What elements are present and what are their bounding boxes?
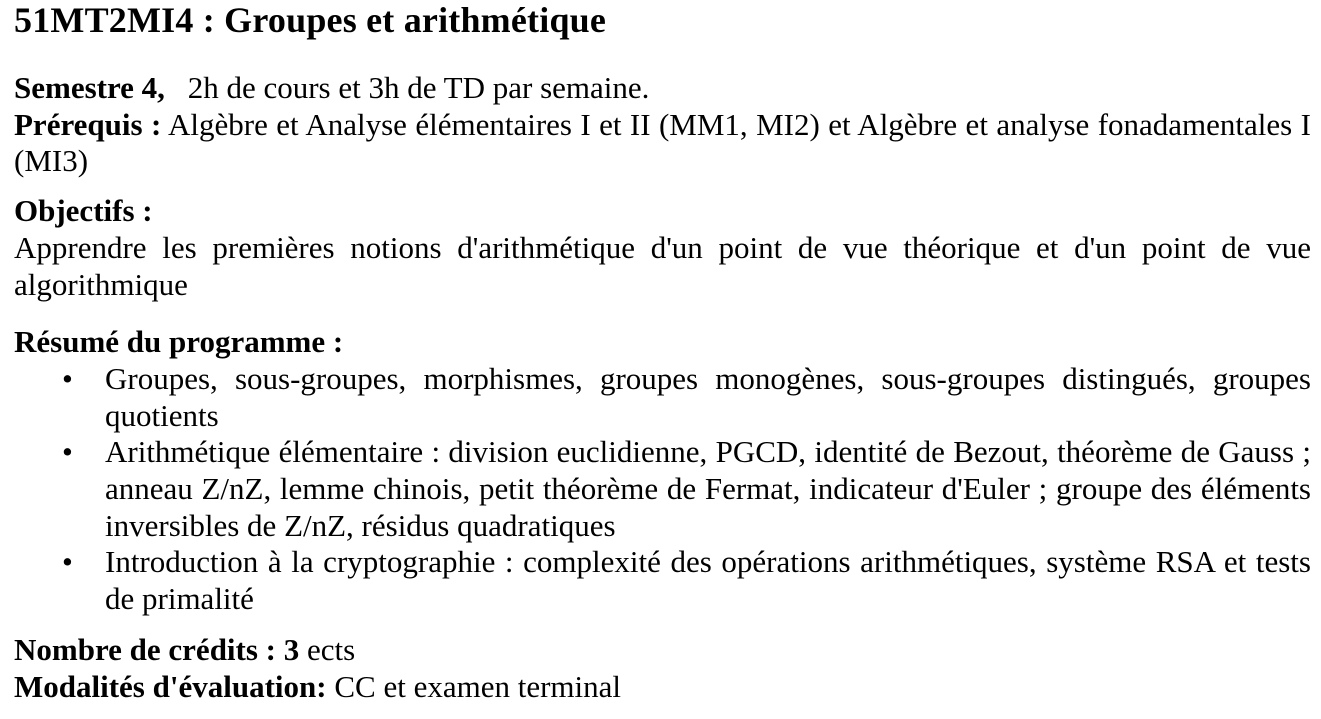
- credits-line: [14, 632, 1311, 669]
- list-item: [14, 544, 1311, 617]
- semester-label: Semestre 4,: [14, 70, 165, 105]
- semester-text: 2h de cours et 3h de TD par semaine.: [179, 70, 650, 105]
- list-item-text: Groupes, sous-groupes, morphismes, groupes monogènes, sous-groupes distingués, groupes quotients: [105, 360, 1311, 433]
- evaluation-line: [14, 669, 1311, 706]
- list-item: [14, 361, 1311, 434]
- objectives-section: [14, 193, 1311, 303]
- bullet-icon: •: [62, 360, 73, 396]
- list-item-text: Introduction à la cryptographie : complexité des opérations arithmétiques, système RSA et tests de primalité: [105, 544, 1311, 617]
- program-heading: Résumé du programme :: [14, 324, 344, 360]
- credits-label: Nombre de crédits : 3: [14, 631, 300, 667]
- prerequisites-paragraph: [14, 107, 1311, 180]
- list-item: [14, 434, 1311, 544]
- course-title: 51MT2MI4 : Groupes et arithmétique: [14, 0, 607, 40]
- credits-evaluation-section: [14, 632, 1311, 705]
- objectives-body: Apprendre les premières notions d'arithmétique d'un point de vue théorique et d'un point de vue algorithmique: [14, 229, 1311, 302]
- credits-text: ects: [299, 631, 356, 667]
- bullet-icon: •: [62, 544, 73, 580]
- program-section: [14, 324, 1311, 618]
- objectives-heading: Objectifs :: [14, 193, 153, 229]
- semester-line: [14, 70, 1311, 107]
- evaluation-text: CC et examen terminal: [326, 668, 622, 704]
- prerequisites-text: Algèbre et Analyse élémentaires I et II (MM1, MI2) et Algèbre et analyse fonadamentales I (MI3): [14, 106, 1311, 179]
- list-item-text: Arithmétique élémentaire : division euclidienne, PGCD, identité de Bezout, théorème de Gauss ; anneau Z/nZ, lemme chinois, petit théorème de Fermat, indicateur d'Euler ; groupe des éléments inversibles de Z/nZ, résidus quadratiques: [105, 434, 1311, 543]
- bullet-icon: •: [62, 434, 73, 470]
- program-list: [14, 361, 1311, 618]
- evaluation-label: Modalités d'évaluation:: [14, 668, 327, 704]
- prerequisites-label: Prérequis :: [14, 106, 162, 142]
